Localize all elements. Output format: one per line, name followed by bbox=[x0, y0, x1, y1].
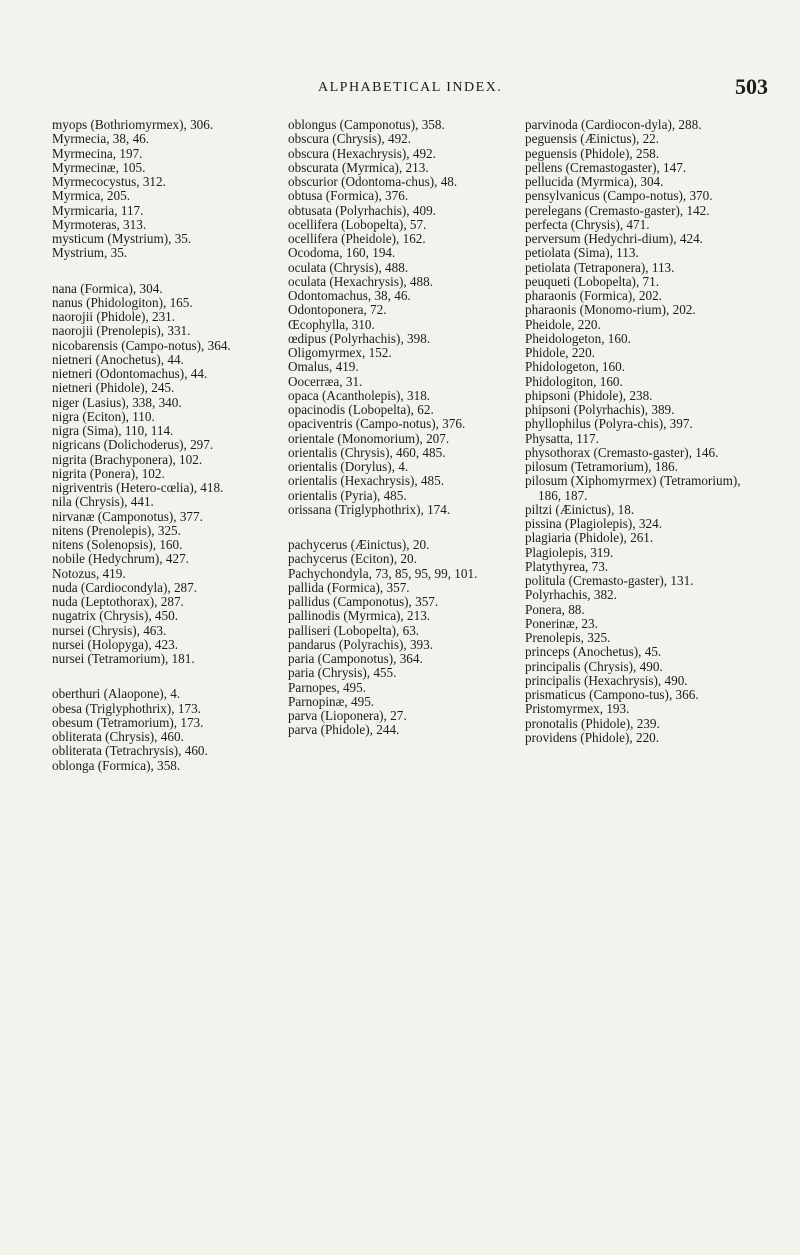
index-entry: Pachychondyla, 73, 85, 95, 99, 101. bbox=[288, 565, 478, 581]
index-entry: nietneri (Phidole), 245. bbox=[52, 380, 175, 396]
index-entry: pallinodis (Myrmica), 213. bbox=[288, 608, 431, 624]
index-entry: naorojii (Prenolepis), 331. bbox=[52, 323, 191, 339]
index-entry: Omalus, 419. bbox=[288, 359, 359, 375]
index-entry: ocellifera (Lobopelta), 57. bbox=[288, 216, 427, 232]
index-entry: opaca (Acantholepis), 318. bbox=[288, 387, 431, 403]
index-entry: pensylvanicus (Campo-notus), 370. bbox=[525, 188, 713, 204]
index-entry: nila (Chrysis), 441. bbox=[52, 494, 154, 510]
index-entry: obscura (Hexachrysis), 492. bbox=[288, 145, 436, 161]
index-entry: Myrmecocystus, 312. bbox=[52, 174, 166, 189]
index-entry: princeps (Anochetus), 45. bbox=[525, 644, 662, 660]
index-entry: opaciventris (Campo-notus), 376. bbox=[288, 416, 466, 432]
index-entry: obscurata (Myrmica), 213. bbox=[288, 159, 429, 175]
index-entry: nigricans (Dolichoderus), 297. bbox=[52, 437, 214, 453]
section-gap bbox=[52, 261, 264, 282]
index-entry: obscurior (Odontoma-chus), 48. bbox=[288, 174, 458, 189]
index-entry: Pristomyrmex, 193. bbox=[525, 701, 630, 717]
index-entry: Platythyrea, 73. bbox=[525, 558, 609, 574]
index-entry: pilosum (Xiphomyrmex) (Tetramorium), 186, 187. bbox=[525, 473, 741, 503]
index-entry: oculata (Hexachrysis), 488. bbox=[288, 273, 434, 289]
index-entry: Parnopes, 495. bbox=[288, 679, 367, 695]
index-entry: nigra (Sima), 110, 114. bbox=[52, 423, 174, 438]
index-entry: Œcophylla, 310. bbox=[288, 316, 375, 332]
index-entry: pallidus (Camponotus), 357. bbox=[288, 594, 439, 609]
index-entry: nigriventris (Hetero-cœlia), 418. bbox=[52, 480, 224, 495]
running-head: ALPHABETICAL INDEX. bbox=[318, 80, 503, 95]
index-entry: petiolata (Tetraponera), 113. bbox=[525, 259, 675, 275]
index-entry: perversum (Hedychri-dium), 424. bbox=[525, 231, 703, 246]
index-entry: obesa (Triglyphothrix), 173. bbox=[52, 700, 201, 716]
index-entry: Odontoponera, 72. bbox=[288, 302, 387, 318]
index-entry: nuda (Leptothorax), 287. bbox=[52, 594, 184, 609]
index-entry: nigrita (Brachyponera), 102. bbox=[52, 451, 203, 467]
index-entry: obliterata (Tetrachrysis), 460. bbox=[52, 743, 208, 759]
index-entry: nugatrix (Chrysis), 450. bbox=[52, 608, 179, 624]
index-entry: nursei (Tetramorium), 181. bbox=[52, 651, 195, 666]
page-number: 503 bbox=[735, 74, 768, 99]
index-entry: peguensis (Æinictus), 22. bbox=[525, 131, 660, 147]
index-entry: pandarus (Polyrachis), 393. bbox=[288, 636, 434, 652]
index-entry: nigra (Eciton), 110. bbox=[52, 408, 155, 424]
index-entry: providens (Phidole), 220. bbox=[525, 729, 660, 745]
index-entry: pachycerus (Eciton), 20. bbox=[288, 551, 417, 567]
index-entry: principalis (Chrysis), 490. bbox=[525, 658, 663, 674]
index-entry: parva (Lioponera), 27. bbox=[288, 708, 407, 723]
index-entry: nitens (Solenopsis), 160. bbox=[52, 537, 183, 552]
index-entry: Polyrhachis, 382. bbox=[525, 587, 617, 603]
index-entry: obliterata (Chrysis), 460. bbox=[52, 729, 184, 744]
index-column-2 bbox=[288, 118, 500, 738]
index-entry: peuqueti (Lobopelta), 71. bbox=[525, 273, 660, 289]
index-entry: pronotalis (Phidole), 239. bbox=[525, 715, 660, 731]
index-entry: oblongus (Camponotus), 358. bbox=[288, 117, 445, 132]
index-entry: oculata (Chrysis), 488. bbox=[288, 259, 409, 275]
index-entry: pachycerus (Æinictus), 20. bbox=[288, 537, 430, 552]
index-entry: mysticum (Mystrium), 35. bbox=[52, 231, 192, 246]
index-entry: pharaonis (Monomo-rium), 202. bbox=[525, 302, 696, 318]
index-entry: nobile (Hedychrum), 427. bbox=[52, 551, 189, 567]
index-entry: Prenolepis, 325. bbox=[525, 630, 611, 645]
index-entry: Odontomachus, 38, 46. bbox=[288, 288, 411, 303]
index-entry: œdipus (Polyrhachis), 398. bbox=[288, 330, 431, 346]
section-gap bbox=[288, 517, 500, 538]
index-entry: Ponerinæ, 23. bbox=[525, 615, 598, 631]
index-entry: paria (Camponotus), 364. bbox=[288, 651, 423, 666]
index-entry: pharaonis (Formica), 202. bbox=[525, 288, 662, 303]
section-gap bbox=[52, 666, 264, 687]
index-entry: orissana (Triglyphothrix), 174. bbox=[288, 501, 451, 517]
index-entry: parva (Phidole), 244. bbox=[288, 722, 400, 738]
index-column-3 bbox=[525, 118, 753, 745]
index-entry: Physatta, 117. bbox=[525, 430, 599, 446]
index-entry: orientalis (Pyria), 485. bbox=[288, 487, 407, 503]
index-entry: prismaticus (Campono-tus), 366. bbox=[525, 687, 699, 702]
index-entry: plagiaria (Phidole), 261. bbox=[525, 530, 654, 546]
index-entry: nigrita (Ponera), 102. bbox=[52, 465, 165, 481]
index-entry: nitens (Prenolepis), 325. bbox=[52, 522, 181, 538]
index-entry: Phidologeton, 160. bbox=[525, 359, 626, 375]
index-entry: palliseri (Lobopelta), 63. bbox=[288, 622, 420, 638]
index-entry: Ponera, 88. bbox=[525, 601, 585, 617]
index-entry: myops (Bothriomyrmex), 306. bbox=[52, 117, 214, 132]
index-entry: orientalis (Dorylus), 4. bbox=[288, 459, 409, 474]
index-entry: Pheidole, 220. bbox=[525, 316, 601, 332]
index-entry: Mystrium, 35. bbox=[52, 245, 128, 261]
index-entry: perelegans (Cremasto-gaster), 142. bbox=[525, 202, 710, 218]
index-entry: politula (Cremasto-gaster), 131. bbox=[525, 573, 694, 588]
index-entry: Notozus, 419. bbox=[52, 565, 126, 581]
index-entry: oblonga (Formica), 358. bbox=[52, 757, 181, 773]
index-entry: Myrmecinæ, 105. bbox=[52, 159, 146, 175]
index-entry: nicobarensis (Campo-notus), 364. bbox=[52, 337, 231, 353]
index-entry: pilosum (Tetramorium), 186. bbox=[525, 459, 678, 474]
index-entry: Ocodoma, 160, 194. bbox=[288, 245, 396, 261]
index-entry: pallida (Formica), 357. bbox=[288, 579, 410, 595]
index-entry: opacinodis (Lobopelta), 62. bbox=[288, 402, 434, 417]
index-entry: orientalis (Hexachrysis), 485. bbox=[288, 473, 445, 489]
index-entry: physothorax (Cremasto-gaster), 146. bbox=[525, 444, 719, 460]
index-entry: Myrmecia, 38, 46. bbox=[52, 131, 150, 147]
index-entry: nanus (Phidologiton), 165. bbox=[52, 294, 193, 310]
index-entry: niger (Lasius), 338, 340. bbox=[52, 394, 182, 410]
index-entry: obtusata (Polyrhachis), 409. bbox=[288, 202, 436, 218]
index-entry: phipsoni (Polyrhachis), 389. bbox=[525, 402, 675, 417]
index-entry: Myrmecina, 197. bbox=[52, 145, 143, 161]
index-entry: orientale (Monomorium), 207. bbox=[288, 430, 450, 446]
index-entry: peguensis (Phidole), 258. bbox=[525, 145, 660, 161]
index-column-1 bbox=[52, 118, 264, 773]
page-header bbox=[0, 74, 800, 104]
index-entry: Myrmica, 205. bbox=[52, 188, 131, 204]
index-entry: nursei (Chrysis), 463. bbox=[52, 622, 167, 638]
index-entry: obesum (Tetramorium), 173. bbox=[52, 714, 204, 730]
index-entry: Myrmicaria, 117. bbox=[52, 202, 144, 218]
index-entry: orientalis (Chrysis), 460, 485. bbox=[288, 444, 446, 460]
index-entry: pellucida (Myrmica), 304. bbox=[525, 174, 664, 189]
index-entry: ocellifera (Pheidole), 162. bbox=[288, 231, 426, 246]
index-entry: pellens (Cremastogaster), 147. bbox=[525, 159, 687, 175]
index-entry: Oocerræa, 31. bbox=[288, 373, 363, 389]
index-entry: pissina (Plagiolepis), 324. bbox=[525, 516, 662, 531]
index-entry: Oligomyrmex, 152. bbox=[288, 345, 392, 360]
index-entry: petiolata (Sima), 113. bbox=[525, 245, 639, 261]
index-entry: piltzi (Æinictus), 18. bbox=[525, 501, 635, 517]
index-entry: oberthuri (Alaopone), 4. bbox=[52, 686, 181, 702]
index-entry: Phidologiton, 160. bbox=[525, 373, 623, 389]
index-entry: nursei (Holopyga), 423. bbox=[52, 636, 178, 652]
index-entry: principalis (Hexachrysis), 490. bbox=[525, 672, 688, 688]
index-entry: Myrmoteras, 313. bbox=[52, 216, 147, 232]
index-entry: nana (Formica), 304. bbox=[52, 280, 163, 296]
index-entry: paria (Chrysis), 455. bbox=[288, 665, 397, 681]
index-entry: nietneri (Anochetus), 44. bbox=[52, 351, 184, 367]
index-entry: obtusa (Formica), 376. bbox=[288, 188, 409, 204]
index-entry: phyllophilus (Polyra-chis), 397. bbox=[525, 416, 693, 432]
index-entry: nietneri (Odontomachus), 44. bbox=[52, 366, 208, 381]
index-entry: Pheidologeton, 160. bbox=[525, 330, 631, 346]
index-entry: Phidole, 220. bbox=[525, 345, 595, 360]
index-entry: phipsoni (Phidole), 238. bbox=[525, 387, 653, 403]
index-entry: perfecta (Chrysis), 471. bbox=[525, 216, 650, 232]
index-entry: nuda (Cardiocondyla), 287. bbox=[52, 579, 198, 595]
index-entry: Plagiolepis, 319. bbox=[525, 544, 614, 560]
index-entry: Parnopinæ, 495. bbox=[288, 693, 375, 709]
index-entry: parvinoda (Cardiocon-dyla), 288. bbox=[525, 117, 702, 132]
index-entry: obscura (Chrysis), 492. bbox=[288, 131, 412, 147]
index-entry: naorojii (Phidole), 231. bbox=[52, 309, 176, 324]
index-entry: nirvanæ (Camponotus), 377. bbox=[52, 508, 203, 524]
